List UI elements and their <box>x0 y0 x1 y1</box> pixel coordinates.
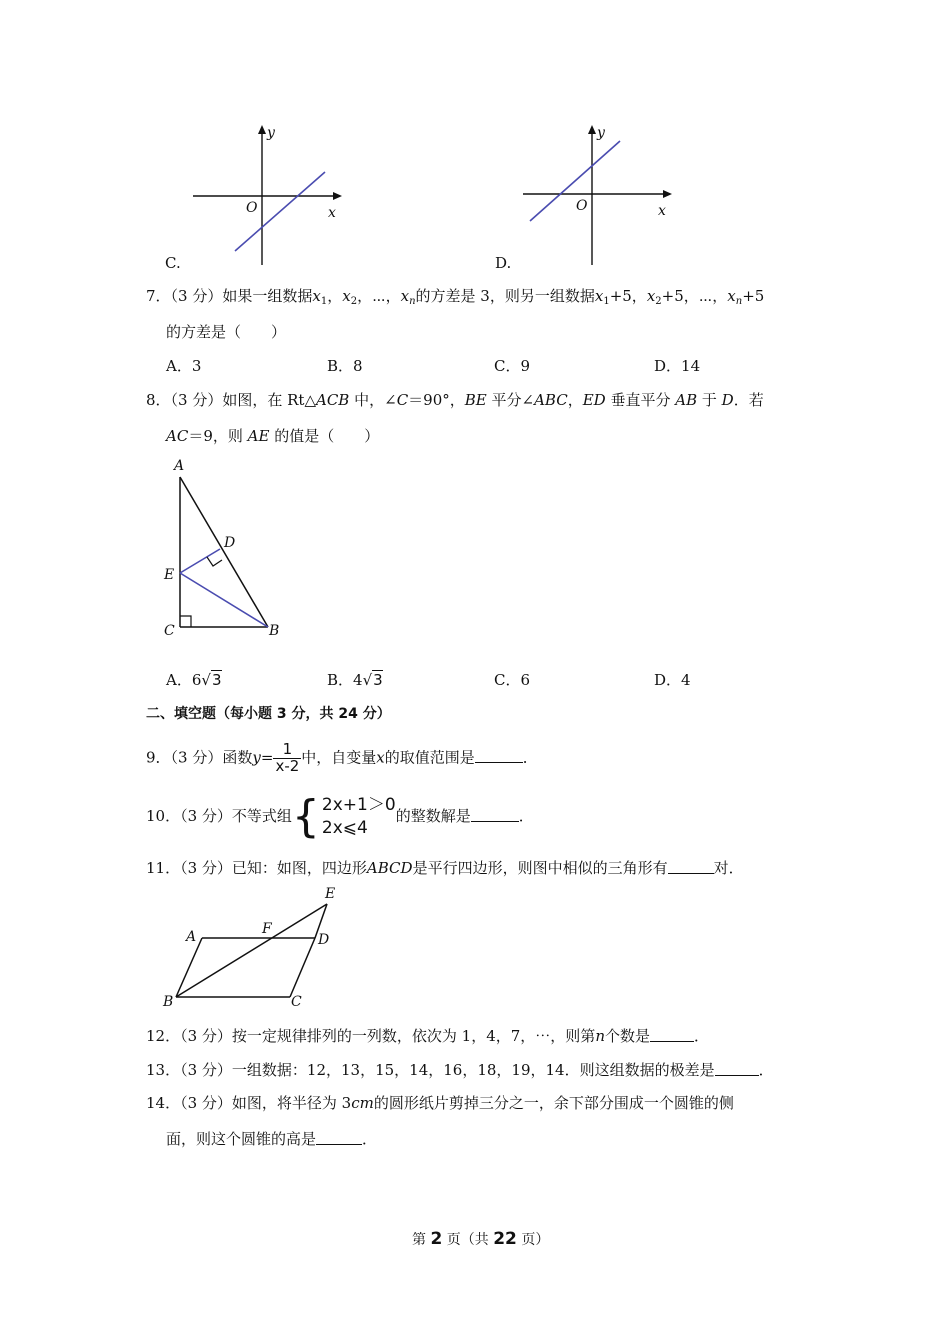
page-footer: 第 2 页（共 22 页） <box>412 1229 550 1249</box>
q11-label-b: B <box>163 994 174 1010</box>
q11-label-e: E <box>325 886 336 902</box>
q14-score: （3 分） <box>180 1094 232 1112</box>
q10-number: 10． <box>146 806 181 825</box>
current-page-number: 2 <box>430 1229 443 1249</box>
graph-c-y-arrow <box>258 125 266 134</box>
q12-score: （3 分） <box>180 1027 232 1045</box>
q10-answer-blank[interactable] <box>471 808 519 822</box>
q11-label-c: C <box>291 994 302 1010</box>
q9-answer-blank[interactable] <box>475 749 523 763</box>
total-page-number: 22 <box>493 1229 517 1249</box>
q9-fraction: $\frac{1}{x-2}$ <box>275 740 300 775</box>
q8-option-d: D．4 <box>654 671 691 689</box>
q14-answer-blank[interactable] <box>316 1131 362 1145</box>
q12-line: 12．（3 分）按一定规律排列的一列数，依次为 1，4，7，⋯，则第n个数是 ． <box>146 1027 710 1045</box>
q13-score: （3 分） <box>180 1061 232 1079</box>
q11-line: 11．（3 分）已知：如图，四边形ABCD是平行四边形，则图中相似的三角形有 对． <box>146 859 744 877</box>
q8-line1: 8．（3 分）如图，在 Rt△ACB 中，∠C＝90°，BE 平分∠ABC，ED 垂直平分 AB 于 D．若 <box>146 391 764 409</box>
q13-answer-blank[interactable] <box>715 1062 759 1076</box>
q8-line2: AC＝9，则 AE 的值是（ ） <box>166 427 380 445</box>
q11-label-f: F <box>262 921 272 937</box>
section-2-heading: 二、填空题（每小题 3 分，共 24 分） <box>146 706 391 722</box>
q11-answer-blank[interactable] <box>668 860 714 874</box>
graph-d-y-arrow <box>588 125 596 134</box>
graph-d-origin-label: O <box>576 198 588 214</box>
q9-number: 9． <box>146 748 171 767</box>
q8-triangle-figure <box>158 455 288 645</box>
q14-line2: 面，则这个圆锥的高是 ． <box>166 1130 378 1148</box>
q10-brace: { <box>291 790 320 842</box>
q8-label-a: A <box>174 458 185 474</box>
q11-parallelogram-figure <box>160 882 345 1012</box>
q7-line2: 的方差是（ ） <box>166 323 287 341</box>
q12-number: 12． <box>146 1027 181 1045</box>
graph-c-x-arrow <box>333 192 342 200</box>
graph-d-option-label: D. <box>495 254 512 272</box>
q8-label-e: E <box>164 567 175 583</box>
q14-number: 14． <box>146 1094 181 1112</box>
q10-score: （3 分） <box>180 806 232 825</box>
q8-option-a: A．6√3 <box>166 671 222 689</box>
q7-option-a: A．3 <box>166 357 202 375</box>
q10-system: 2x+1＞0 2x⩽4 <box>321 795 396 838</box>
q7-score: （3 分） <box>170 287 223 305</box>
graph-d-figure <box>520 124 675 269</box>
graph-d-y-label: y <box>597 125 605 141</box>
q8-label-c: C <box>164 623 175 639</box>
graph-d-x-label: x <box>658 203 666 219</box>
graph-c-x-label: x <box>328 205 336 221</box>
q11-number: 11． <box>146 859 181 877</box>
q8-label-d: D <box>224 535 236 551</box>
q14-line1: 14．（3 分）如图，将半径为 3cm的圆形纸片剪掉三分之一，余下部分围成一个圆锥的侧 <box>146 1094 734 1112</box>
q7-option-c: C．9 <box>494 357 531 375</box>
graph-c-y-label: y <box>267 125 275 141</box>
graph-c-option-label: C. <box>165 254 181 272</box>
q11-label-a: A <box>186 929 197 945</box>
q7-option-b: B．8 <box>327 357 363 375</box>
graph-c-origin-label: O <box>246 200 258 216</box>
q11-label-d: D <box>318 932 330 948</box>
q7-line1: 7．（3 分）如果一组数据$x_1$，$x_2$，⋯，$x_n$的方差是 3，则另一组数据$x_1+5$，$x_2+5$，⋯，$x_n+5$ <box>146 287 765 307</box>
q7-number: 7． <box>146 287 171 305</box>
q9-score: （3 分） <box>170 748 223 767</box>
graph-d-line <box>530 141 620 221</box>
graph-d-x-arrow <box>663 190 672 198</box>
q13-line: 13．（3 分）一组数据：12，13，15，14，16，18，19，14．则这组数据的极差是 ． <box>146 1061 774 1079</box>
q13-number: 13． <box>146 1061 181 1079</box>
q10-line: 10．（3 分）不等式组{ 2x+1＞0 2x⩽4 的整数解是 ． <box>146 790 534 842</box>
q8-score: （3 分） <box>170 391 223 409</box>
q12-answer-blank[interactable] <box>650 1028 694 1042</box>
q8-option-c: C．6 <box>494 671 531 689</box>
q9-line: 9．（3 分）函数y= $\frac{1}{x-2}$ 中，自变量x的取值范围是 ． <box>146 740 538 775</box>
graph-c-figure <box>190 124 345 269</box>
q8-number: 8． <box>146 391 171 409</box>
q7-option-d: D．14 <box>654 357 701 375</box>
q8-label-b: B <box>269 623 280 639</box>
q8-option-b: B．4√3 <box>327 671 383 689</box>
q11-score: （3 分） <box>180 859 232 877</box>
